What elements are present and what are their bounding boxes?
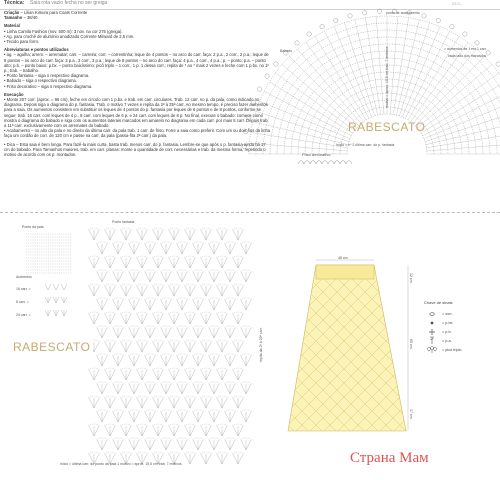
creation-label: Criação: [4, 10, 20, 15]
execution-title: Execução: [4, 91, 24, 97]
friso-label: Friso decorativo: [302, 152, 331, 157]
pa-stitch-icon: [424, 336, 440, 345]
friso-decorativo-diagram: [296, 157, 352, 165]
material-item: • Linha Camila Fashion (nov. 500 m): 3 nov. na cor 275 (greiga).: [4, 28, 123, 34]
abbreviation-item: • ag. – agulha; arrem. – arrematar; carr. – carreira; corr. – correntinha; leque de 4 pontos – no arco do carr. faça: 2 p.a., 2 corr., 2 p.a.; leque de 6 pontos – no arco do carr. faça: 3 p.a., 3 corr., 3 p.a.; leque de 8 pontos – no arco do carr. faça: 4 p.a., 4 corr., 4 p.a.; p. – ponto; p.a. – ponto alto; p.b. – ponto baixo; p.bx. – ponto baixíssimo; picô triplo – 1 corr., 1 p. 1 dessa corr.; repita de * ao * mais 2 vezes e feche com 1 p.bx. no 1º p.; trab. – trabalho.: [4, 52, 270, 74]
abbreviations-title: Abreviaturas e pontos utilizados: [4, 47, 69, 53]
legend-label: = corr.: [442, 311, 453, 316]
marker-right-label: cada lado dos marcados: [448, 54, 487, 58]
babado-label: Babado: [280, 49, 293, 53]
abbreviation-item: • Friso decorativo – siga o respectivo diagrama.: [4, 83, 93, 89]
abbreviation-item: • Babado – siga o respectivo diagrama.: [4, 78, 77, 84]
carr-8-label: 8 carr. =: [16, 300, 29, 304]
pico-triplo-icon: [424, 346, 440, 354]
legend-title: Chave de sinais: [424, 300, 453, 305]
ponto-pala-label: Ponto da pala: [22, 225, 44, 229]
technique-label: Técnica:: [4, 0, 25, 6]
legend-row: [424, 327, 494, 336]
execution-paragraph: • Monte 207 corr. (aprox. = 96 cm), feche em círculo com 1 p.bx. e trab. em carr. circulares. Trab. 12 carr. no p. da pala, como indicado no diagrama. Depois siga o diagrama do p. fantasia. Trab. o motivo 7 vezes e repita da 2ª à 25ª carr. Ao mesmo tempo, é preciso fazer aumentos para a saia. Os aumentos consistem em substituir os leques de 4 pontos do p. fantasia por leques de 6 pontos e de 8 pontos, conforme se segue: trab. 16 carr. com leques de 4 p., 8 carr. com leques de 6 p. e 24 carr. com leques de 8 p. No final, execute o babado: comece como mostra o diagrama do babado e siga com os aumentos laterais marcados em amarelo no diagrama em cada carr. por mais 5 carr. Depois trab. a 11ª carr. exclusivamente com os arremates do babado.: [4, 97, 269, 129]
aumento-label: = aumentos de 1 em 1 carr.: [444, 47, 487, 51]
execution-paragraph: • Dica – Esta saia é bem longa. Para fazê-la mais curta, basta trab. menos carr. do p. fantasia. Lembre-se que após o p. fantasia ainda há 17 cm do babado. Para Tamanhos maiores, trab. em carr. planas: monte a quantidade de corr. necessárias e trab. da mesma forma, repetindo o motivo de acordo com os p. montados.: [4, 141, 266, 158]
rabescato-title-bottom: RABESCATO: [10, 340, 93, 354]
legend-row: [424, 309, 494, 318]
technique-value: Saia rota vazio fecha no ser greiga: [30, 0, 108, 6]
carr-24-label: 24 carr. =: [16, 313, 31, 317]
legend-label: = p.bx.: [442, 320, 454, 325]
size-value: – 38/40: [22, 15, 38, 21]
legend-label: = p.a.: [442, 338, 452, 343]
size-label: Tamanho: [4, 15, 23, 21]
legend-row: [424, 336, 494, 345]
symbol-key: [424, 300, 494, 354]
corr-dot-icon: [424, 311, 440, 317]
watermark: Страна Мам: [350, 450, 429, 466]
ponto-acabamento-label: ponto de acabamento: [386, 11, 420, 15]
bottom-caption: início = última carr. do ponto da pala 1 motivo = aprox. 15,5 cm trab. 7 motivos: [60, 462, 182, 466]
width-label: 48 cm: [338, 256, 348, 260]
legend-row: [424, 318, 494, 327]
ponto-fantasia-label: Ponto fantasia: [112, 220, 135, 224]
aumentos-label: Aumentos: [16, 275, 32, 279]
instructions-text: [4, 10, 272, 157]
carr-16-label: 16 carr. =: [16, 287, 31, 291]
page-number: 03 0...: [452, 1, 464, 6]
material-item: • Tecido para forro.: [4, 39, 40, 45]
execution-paragraph: • Acabamento – no alto da pala e no direito da última carr. da pala trab. 1 carr. de friso. Forre a saia como preferir. Com um ou dois fios da linha faça um cordão de corr. de 120 cm e passe na carr. da pala (passa-fita 2ª carr.) da pala.: [4, 128, 271, 139]
rabescato-title-top: RABESCATO: [348, 120, 426, 134]
skirt-waistband: [316, 265, 374, 279]
motif-note: motivo = aprox. 15,5 cm trab. 7 motivos: [385, 46, 389, 108]
start-note: início = nº 2 última carr. do p. fantasia: [336, 143, 395, 147]
repeat-label: repita da 2ª à 25ª carr.: [259, 327, 263, 362]
height-label-bottom: 17 cm: [409, 409, 413, 419]
height-label-top: 12 cm: [409, 273, 413, 283]
legend-label: = p.b.: [442, 329, 452, 334]
intro-line: [4, 15, 272, 20]
material-title: Material: [4, 23, 20, 29]
skirt-schematic: [286, 255, 412, 445]
abbreviation-item: • Ponto fantasia – siga o respectivo diagrama.: [4, 73, 90, 79]
legend-label: = picô triplo: [442, 347, 462, 352]
skirt-shape: [288, 265, 406, 431]
pbx-dot-icon: [424, 320, 440, 326]
creation-value: – Lilian Kimura para Coats Corrente: [19, 10, 88, 15]
legend-row: [424, 345, 494, 354]
material-item: • Ag. para crochê de alumínio anodizado Corrente Milward de 2,5 mm.: [4, 33, 135, 39]
height-label-mid: 65 cm: [409, 339, 413, 349]
pb-cross-icon: [424, 328, 440, 336]
